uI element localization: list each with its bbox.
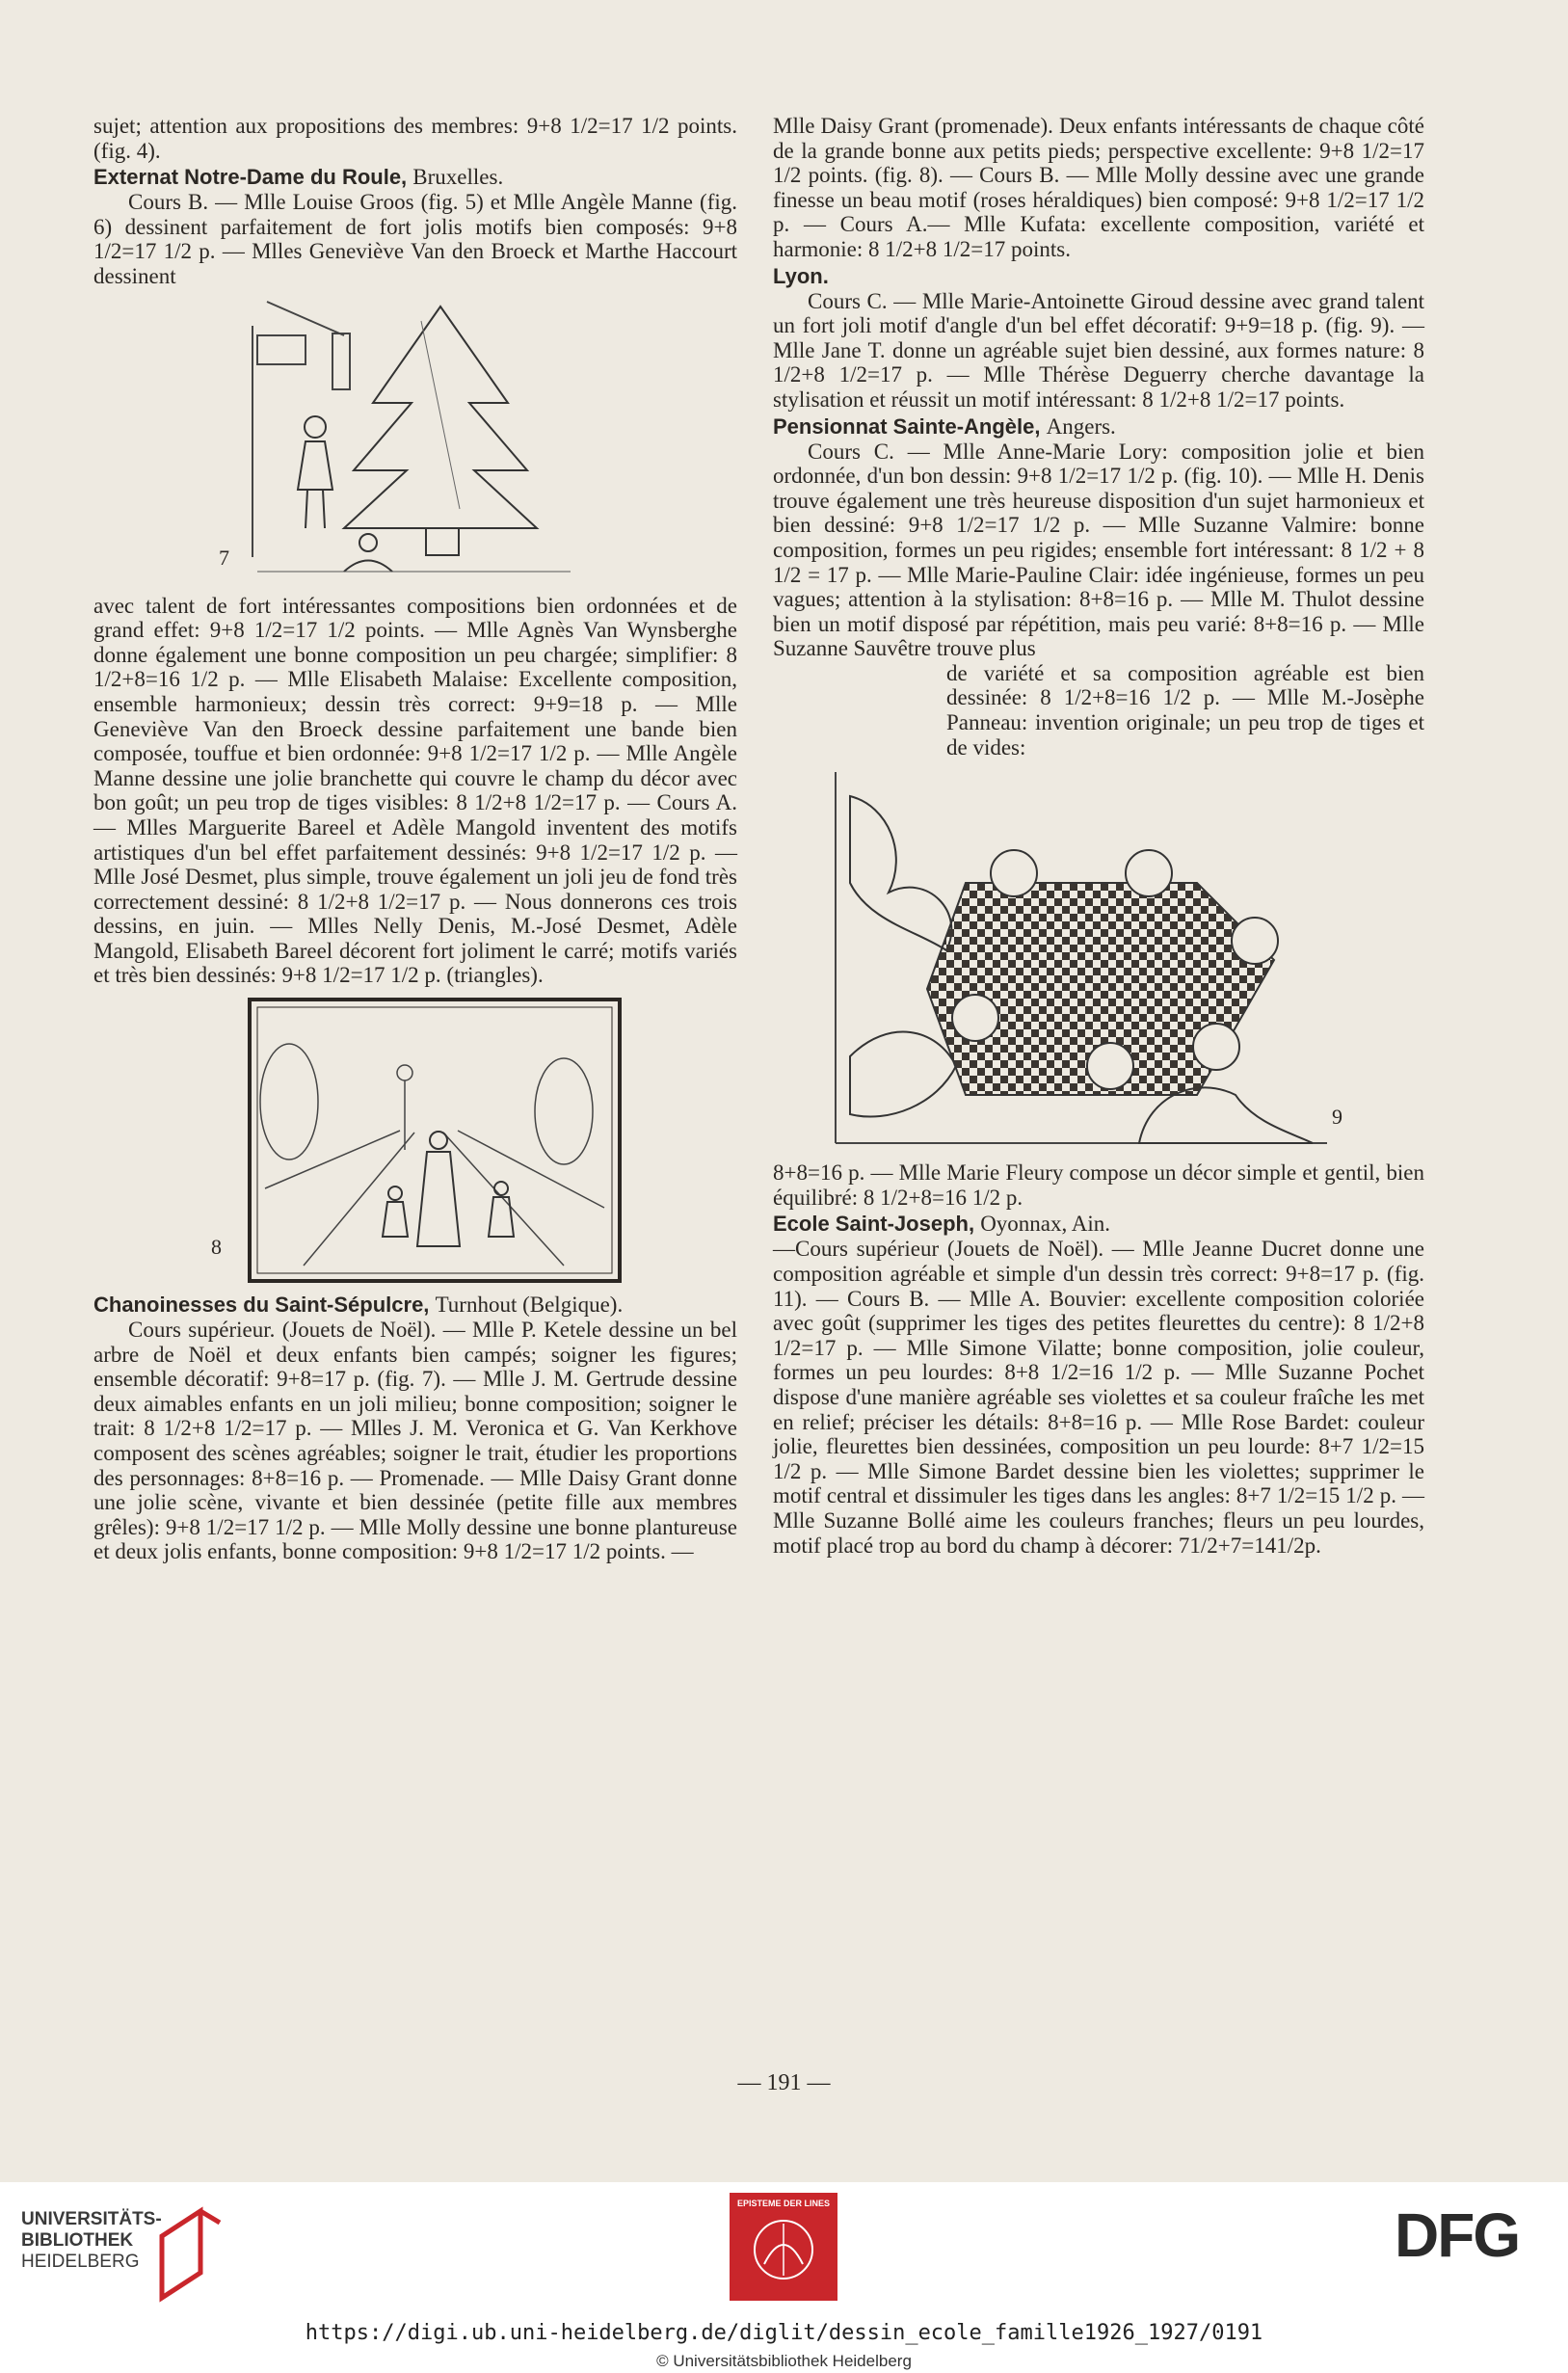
paragraph: Cours C. — Mlle Anne-Marie Lory: composition jolie et bien ordonnée, d'un bon dessin: 9+8 1/2=17 1/2 p. (fig. 10). — Mlle H. Denis trouve également une très heureuse disposition d'un sujet harmonieux et bien dessiné: 9+8 1/2=17 1/2 p. — Mlle Suzanne Valmire: bonne composition, formes un peu rigides; ensemble fort intéressant: 8 1/2 + 8 1/2 = 17 p. — Mlle Marie-Pauline Clair: idée ingénieuse, formes un peu vagues; attention à la stylisation: 8+8=16 p. — Mlle M. Thulot dessine bien un motif disposé par répétition, mais peu varié: 8+8=16 p. — Mlle Suzanne Sauvêtre trouve plus [773,439,1424,661]
paragraph: de variété et sa composition agréable est bien dessinée: 8 1/2+8=16 1/2 p. — Mlle M.-Josèphe Panneau: invention originale; un peu trop de tiges et de vides: [946,660,1424,760]
page-url-link[interactable]: https://digi.ub.uni-heidelberg.de/diglit/dessin_ecole_famille1926_1927/0191 [305,2321,1263,2345]
university-library-name: UNIVERSITÄTS- BIBLIOTHEK HEIDELBERG [21,2209,162,2272]
promenade-drawing [246,996,624,1285]
figure-number: 9 [1332,1105,1342,1130]
figure-7 [93,297,737,586]
copyright-notice: © Universitätsbibliothek Heidelberg [656,2352,912,2370]
right-column [773,114,1424,1558]
section-heading: Pensionnat Sainte-Angèle, Angers. [773,413,1116,439]
section-heading: Chanoinesses du Saint-Sépulcre, Turnhout (Belgique). [93,1293,624,1318]
dfg-logo[interactable]: DFG [1395,2200,1520,2270]
paragraph: Cours supérieur. (Jouets de Noël). — Mlle P. Ketele dessine un bel arbre de Noël et deux enfants bien campés; soigner les figures; ensemble décoratif: 9+8=17 p. (fig. 7). — Mlle J. M. Gertrude dessine deux aimables enfants en un joli milieu; bonne composition; soigner le trait: 8 1/2+8 1/2=17 p. — Mlles J. M. Veronica et G. Van Kerkhove composent des scènes agréables; soigner le trait, étudier les proportions des personnages: 8+8=16 p. — Promenade. — Mlle Daisy Grant donne une jolie scène, vivante et bien dessinée (petite fille aux membres grêles): 9+8 1/2=17 1/2 p. — Mlle Molly dessine une bonne plantureuse et deux jolis enfants, bonne composition: 9+8 1/2=17 1/2 points. — [93,1318,737,1564]
section-heading: Externat Notre-Dame du Roule, Bruxelles. [93,165,504,190]
paragraph: 8+8=16 p. — Mlle Marie Fleury compose un décor simple et gentil, bien équilibré: 8 1/2+8=16 1/2 p. [773,1160,1424,1210]
corner-motif-drawing [831,767,1332,1153]
christmas-tree-drawing [248,297,580,586]
paragraph: Cours C. — Mlle Marie-Antoinette Giroud dessine avec grand talent un fort joli motif d'angle d'un bel effet décoratif: 9+9=18 p. (fig. 9). — Mlle Jane T. donne un agréable sujet bien dessiné, aux formes nature: 8 1/2+8 1/2=17 p. — Mlle Thérèse Deguerry cherche davantage la stylisation et réussit un motif intéressant: 8 1/2+8 1/2=17 points. [773,288,1424,412]
paragraph: Mlle Daisy Grant (promenade). Deux enfants intéressants de chaque côté de la grande bonne aux petits pieds; perspective excellente: 9+8 1/2=17 1/2 points. (fig. 8). — Cours B. — Mlle Molly dessine avec une grande finesse un beau motif (roses héraldiques) bien composé: 9+8 1/2=17 1/2 p. — Cours A.— Mlle Kufata: excellente composition, variété et harmonie: 8 1/2+8 1/2=17 points. [773,114,1424,261]
episteme-logo[interactable]: EPISTEME DER LINES [730,2193,837,2301]
paragraph: Cours B. — Mlle Louise Groos (fig. 5) et Mlle Angèle Manne (fig. 6) dessinent parfaitement de fort jolis motifs bien composés: 9+8 1/2=17 1/2 p. — Mlles Geneviève Van den Broeck et Marthe Haccourt dessinent [93,190,737,288]
figure-8 [93,996,737,1285]
figure-number: 8 [211,1235,222,1260]
section-heading: Lyon. [773,263,829,288]
paragraph: sujet; attention aux propositions des membres: 9+8 1/2=17 1/2 points. (fig. 4). [93,114,737,163]
figure-9 [773,767,1424,1153]
paragraph: —Cours supérieur (Jouets de Noël). — Mlle Jeanne Ducret donne une composition agréable et simple d'un dessin très correct: 9+8=17 p. (fig. 11). — Cours B. — Mlle A. Bouvier: excellente composition coloriée avec goût (supprimer les tiges des petites fleurettes du centre): 8 1/2+8 1/2=17 p. — Mlle Simone Vilatte; bonne composition, jolie couleur, formes un peu lourdes: 8+8 1/2=16 1/2 p. — Mlle Suzanne Pochet dispose d'une manière agréable ses violettes et sa couleur fraîche les met en relief; préciser les détails: 8+8=16 p. — Mlle Rose Bardet: couleur jolie, fleurettes bien dessinées, composition un peu lourde: 8+7 1/2=15 1/2 p. — Mlle Simone Bardet dessine bien les violettes; supprimer le motif central et dissimuler les tiges dans les angles: 8+7 1/2=15 1/2 p. — Mlle Suzanne Bollé aime les couleurs franches; fleurs un peu lourdes, motif placé trop au bord du champ à décorer: 71/2+7=141/2p. [773,1237,1424,1558]
episteme-emblem-icon [750,2216,817,2283]
section-heading: Ecole Saint-Joseph, Oyonnax, Ain. [773,1212,1110,1237]
page-number: — 191 — [737,2070,831,2095]
figure-number: 7 [219,545,229,570]
paragraph: avec talent de fort intéressantes compositions bien ordonnées et de grand effet: 9+8 1/2=17 1/2 points. — Mlle Agnès Van Wynsberghe donne également une bonne composition un peu chargée; simplifier: 8 1/2+8=16 1/2 p. — Mlle Elisabeth Malaise: Excellente composition, ensemble harmonieux; dessin très correct: 9+9=18 p. — Mlle Geneviève Van den Broeck dessine parfaitement une bande bien composée, touffue et bien ordonnée: 9+8 1/2=17 1/2 p. — Mlle Angèle Manne dessine une jolie branchette qui couvre le champ du décor avec bon goût; un peu trop de tiges visibles: 8 1/2+8 1/2=17 p. — Cours A. — Mlles Marguerite Bareel et Adèle Mangold inventent des motifs artistiques d'un bel effet parfaitement dessinés: 9+8 1/2=17 1/2 p. — Mlle José Desmet, plus simple, trouve également un joli jeu de fond très correctement dessiné: 8 1/2+8 1/2=17 p. — Nous donnerons ces trois dessins, en juin. — Mlles Nelly Denis, M.-José Desmet, Adèle Mangold, Elisabeth Bareel décorent fort joliment le carré; motifs variés et très bien dessinés: 9+8 1/2=17 1/2 p. (triangles). [93,593,737,988]
left-column [93,114,737,1564]
